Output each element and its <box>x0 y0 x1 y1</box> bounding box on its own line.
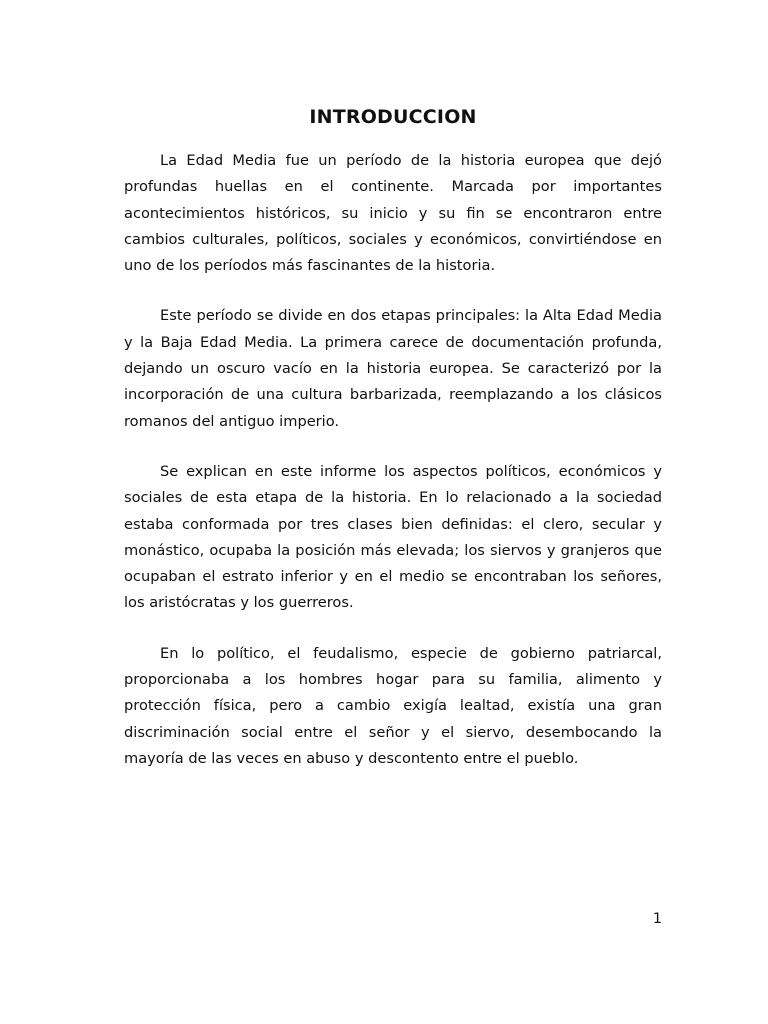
body-text <box>124 148 662 796</box>
page-number: 1 <box>652 910 662 927</box>
paragraph-3: Se explican en este informe los aspectos políticos, económicos y sociales de esta etapa de la historia. En lo relacionado a la sociedad estaba conformada por tres clases bien definidas: el clero, secular y monástico, ocupaba la posición más elevada; los siervos y granjeros que ocupaban el estrato inferior y en el medio se encontraban los señores, los aristócratas y los guerreros. <box>124 462 662 612</box>
paragraph-4: En lo político, el feudalismo, especie de gobierno patriarcal, proporcionaba a los hombres hogar para su familia, alimento y protección física, pero a cambio exigía lealtad, existía una gran discriminación social entre el señor y el siervo, desembocando la mayoría de las veces en abuso y descontento entre el pueblo. <box>124 644 662 767</box>
paragraph-1: La Edad Media fue un período de la historia europea que dejó profundas huellas en el continente. Marcada por importantes acontecimientos históricos, su inicio y su fin se encontraron entre cambios culturales, políticos, sociales y económicos, convirtiéndose en uno de los períodos más fascinantes de la historia. <box>124 152 662 275</box>
paragraph-2: Este período se divide en dos etapas principales: la Alta Edad Media y la Baja Edad Media. La primera carece de documentación profunda, dejando un oscuro vacío en la historia europea. Se caracterizó por la incorporación de una cultura barbarizada, reemplazando a los clásicos romanos del antiguo imperio. <box>124 307 662 430</box>
page-title: INTRODUCCION <box>309 106 477 128</box>
